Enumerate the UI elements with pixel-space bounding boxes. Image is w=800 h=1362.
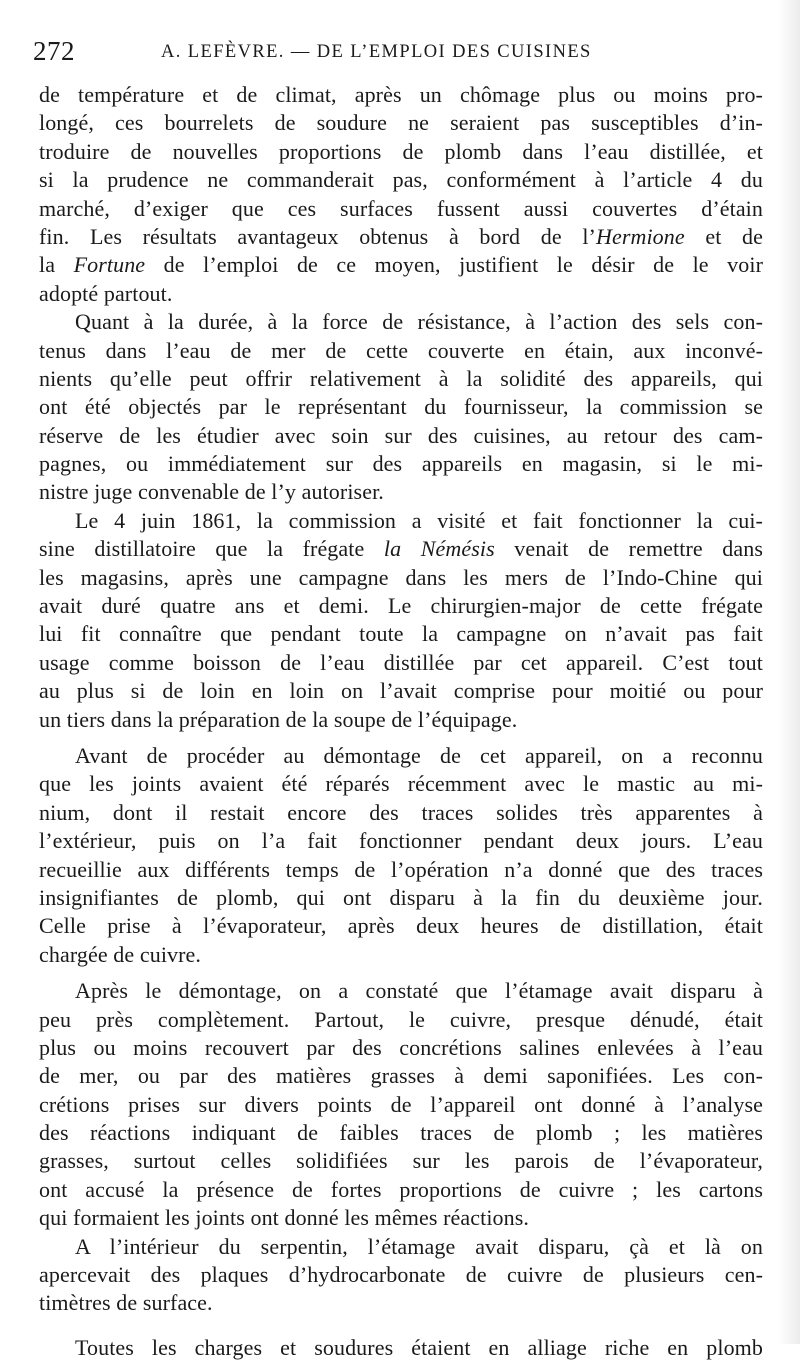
text-line: si la prudence ne commanderait pas, conformément à l’article 4 du xyxy=(39,167,763,193)
text-line: adopté partout. xyxy=(39,280,173,306)
text-line: lui fit connaître que pendant toute la campagne on n’avait pas fait xyxy=(39,621,763,647)
text-line: nients qu’elle peut offrir relativement à la solidité des appareils, qui xyxy=(39,365,763,391)
paragraph-2 xyxy=(39,308,763,507)
text-line: peu près complètement. Partout, le cuivre, presque dénudé, était xyxy=(39,1006,763,1032)
text-line: de mer, ou par des matières grasses à demi saponifiées. Les con- xyxy=(39,1063,763,1089)
text-line: troduire de nouvelles proportions de plomb dans l’eau distillée, et xyxy=(39,138,763,164)
text-line: pagnes, ou immédiatement sur des appareils en magasin, si le mi- xyxy=(39,451,763,477)
text-line: les magasins, après une campagne dans les mers de l’Indo-Chine qui xyxy=(39,564,763,590)
text-line: recueillie aux différents temps de l’opération n’a donné que des traces xyxy=(39,856,763,882)
text-line: un tiers dans la préparation de la soupe de l’équipage. xyxy=(39,706,518,732)
text-line: crétions prises sur divers points de l’appareil ont donné à l’analyse xyxy=(39,1091,763,1117)
text-line: marché, d’exiger que ces surfaces fussent aussi couvertes d’étain xyxy=(39,195,763,221)
text-line: Avant de procéder au démontage de cet appareil, on a reconnu xyxy=(75,742,763,768)
text-line: réserve de les étudier avec soin sur des cuisines, au retour des cam- xyxy=(39,422,763,448)
text-line: timètres de surface. xyxy=(39,1290,213,1316)
text-line: fin. Les résultats avantageux obtenus à bord de l’Hermione et de xyxy=(39,223,763,249)
text-line: que les joints avaient été réparés récemment avec le mastic au mi- xyxy=(39,771,763,797)
paragraph-3 xyxy=(39,507,763,734)
page-header xyxy=(33,36,773,70)
text-line: apercevait des plaques d’hydrocarbonate de cuivre de plusieurs cen- xyxy=(39,1262,763,1288)
text-line: Après le démontage, on a constaté que l’étamage avait disparu à xyxy=(75,978,763,1004)
text-line: longé, ces bourrelets de soudure ne seraient pas susceptibles d’in- xyxy=(39,110,763,136)
paragraph-6 xyxy=(39,1233,763,1318)
text-line: Le 4 juin 1861, la commission a visité et fait fonctionner la cui- xyxy=(75,507,763,533)
paragraph-1 xyxy=(39,81,763,308)
text-line: ont été objectés par le représentant du fournisseur, la commission se xyxy=(39,394,763,420)
body-text xyxy=(39,81,763,1362)
text-line: la Fortune de l’emploi de ce moyen, justifient le désir de le voir xyxy=(39,252,763,278)
text-line: avait duré quatre ans et demi. Le chirurgien-major de cette frégate xyxy=(39,593,763,619)
text-line: plus ou moins recouvert par des concrétions salines enlevées à l’eau xyxy=(39,1034,763,1060)
text-line: insignifiantes de plomb, qui ont disparu à la fin du deuxième jour. xyxy=(39,884,763,910)
text-line: au plus si de loin en loin on l’avait comprise pour moitié ou pour xyxy=(39,678,763,704)
text-line: tenus dans l’eau de mer de cette couverte en étain, aux inconvé- xyxy=(39,337,763,363)
text-line: qui formaient les joints ont donné les mêmes réactions. xyxy=(39,1205,530,1231)
italic-ship-name: la Némésis xyxy=(383,536,495,562)
paragraph-4 xyxy=(39,742,763,969)
text-line: des réactions indiquant de faibles traces de plomb ; les matières xyxy=(39,1120,763,1146)
text-line: Celle prise à l’évaporateur, après deux heures de distillation, était xyxy=(39,913,763,939)
italic-ship-name: Fortune xyxy=(73,252,146,278)
text-line: A l’intérieur du serpentin, l’étamage avait disparu, çà et là on xyxy=(75,1233,763,1259)
paragraph-5 xyxy=(39,977,763,1233)
text-line: grasses, surtout celles solidifiées sur les parois de l’évaporateur, xyxy=(39,1148,763,1174)
italic-ship-name: Hermione xyxy=(595,223,685,249)
text-line: sine distillatoire que la frégate la Némésis venait de remettre dans xyxy=(39,536,763,562)
text-line: de température et de climat, après un chômage plus ou moins pro- xyxy=(39,82,763,107)
text-line: Quant à la durée, à la force de résistance, à l’action des sels con- xyxy=(75,309,763,335)
text-line: Toutes les charges et soudures étaient en alliage riche en plomb xyxy=(75,1334,763,1360)
text-line: nistre juge convenable de l’y autoriser. xyxy=(39,479,384,505)
text-line: l’extérieur, puis on l’a fait fonctionner pendant deux jours. L’eau xyxy=(39,828,763,854)
text-line: usage comme boisson de l’eau distillée par cet appareil. C’est tout xyxy=(39,649,763,675)
page-number: 272 xyxy=(33,36,75,66)
running-head: A. LEFÈVRE. — DE L’EMPLOI DES CUISINES xyxy=(161,42,592,62)
text-line: chargée de cuivre. xyxy=(39,941,202,967)
text-line: ont accusé la présence de fortes proportions de cuivre ; les cartons xyxy=(39,1176,763,1202)
page-edge-shadow xyxy=(778,0,800,1344)
paragraph-7 xyxy=(39,1334,763,1362)
text-line: nium, dont il restait encore des traces solides très apparentes à xyxy=(39,799,763,825)
